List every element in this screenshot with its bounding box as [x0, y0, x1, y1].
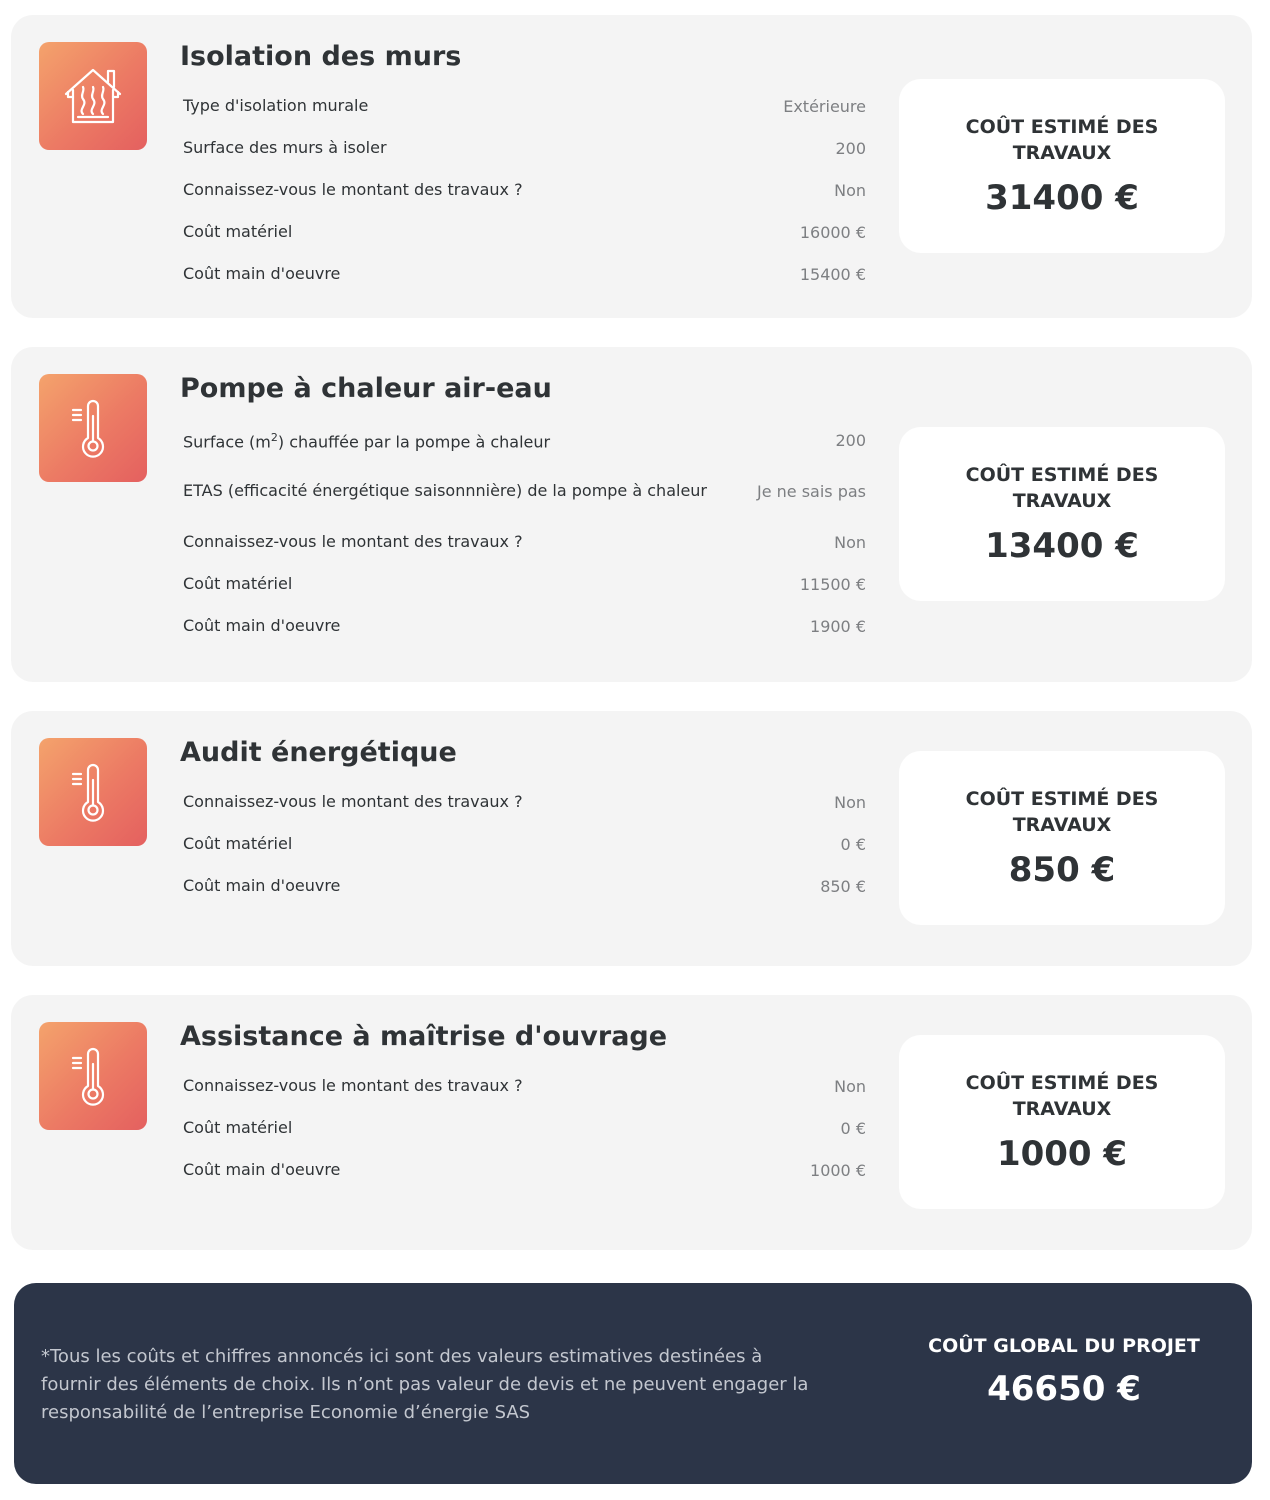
detail-value: 16000 € — [799, 222, 866, 242]
detail-label: Connaissez-vous le montant des travaux ? — [183, 1076, 523, 1095]
estimated-cost-label: COÛT ESTIMÉ DES TRAVAUX — [965, 464, 1159, 512]
detail-label: Coût matériel — [183, 1118, 293, 1137]
detail-label: Coût main d'oeuvre — [183, 1160, 341, 1179]
detail-row — [183, 521, 866, 563]
thermometer-icon — [39, 738, 147, 846]
detail-list — [183, 85, 866, 295]
detail-row — [183, 211, 866, 253]
detail-value: Non — [834, 792, 866, 812]
detail-row — [183, 605, 866, 647]
detail-value: 15400 € — [799, 264, 866, 284]
thermometer-icon — [39, 1022, 147, 1130]
thermometer-icon — [39, 374, 147, 482]
detail-value: 850 € — [820, 876, 866, 896]
section-title: Pompe à chaleur air-eau — [180, 373, 552, 404]
section-card-audit-energetique — [11, 711, 1252, 966]
section-card-pompe-a-chaleur — [11, 347, 1252, 682]
detail-value: 200 — [835, 430, 866, 450]
detail-label: Surface des murs à isoler — [183, 138, 387, 157]
detail-row — [183, 127, 866, 169]
detail-value: Extérieure — [783, 96, 866, 116]
detail-row — [183, 781, 866, 823]
detail-list — [183, 1065, 866, 1191]
detail-row — [183, 85, 866, 127]
detail-list — [183, 419, 866, 647]
detail-row — [183, 1065, 866, 1107]
detail-row — [183, 253, 866, 295]
detail-label: Connaissez-vous le montant des travaux ? — [183, 792, 523, 811]
estimated-cost-value: 31400 € — [985, 178, 1139, 218]
estimated-cost-value: 850 € — [1008, 850, 1116, 890]
detail-row — [183, 865, 866, 907]
estimated-cost-value: 13400 € — [985, 526, 1139, 566]
detail-value: 0 € — [840, 1118, 866, 1138]
detail-label: Coût main d'oeuvre — [183, 876, 341, 895]
disclaimer-text: *Tous les coûts et chiffres annoncés ici sont des valeurs estimatives destinées à fournir des éléments de choix. Ils n’ont pas valeur de devis et ne peuvent engager la responsabilité de l’entreprise Economie d’énergie SAS — [41, 1346, 809, 1423]
estimated-cost-label: COÛT ESTIMÉ DES TRAVAUX — [965, 1072, 1159, 1120]
detail-row — [183, 563, 866, 605]
detail-value: 0 € — [840, 834, 866, 854]
detail-label: Surface $(m^2)$ chauffée par la pompe à chaleur — [183, 430, 551, 452]
detail-row — [183, 461, 866, 521]
global-cost-block — [914, 1335, 1214, 1409]
section-title: Assistance à maîtrise d'ouvrage — [180, 1021, 668, 1052]
detail-value: 200 — [835, 138, 866, 158]
project-total-footer — [14, 1283, 1252, 1484]
detail-label: Coût matériel — [183, 222, 293, 241]
detail-row — [183, 1149, 866, 1191]
detail-value: Non — [834, 532, 866, 552]
detail-label: Coût matériel — [183, 574, 293, 593]
detail-value: Je ne sais pas — [756, 481, 866, 501]
estimated-cost-box — [899, 1035, 1225, 1209]
detail-row — [183, 823, 866, 865]
detail-label: Coût main d'oeuvre — [183, 264, 341, 283]
estimated-cost-label: COÛT ESTIMÉ DES TRAVAUX — [965, 116, 1159, 164]
detail-list — [183, 781, 866, 907]
section-card-assistance-moa — [11, 995, 1252, 1250]
detail-row — [183, 419, 866, 461]
global-cost-label: COÛT GLOBAL DU PROJET — [928, 1335, 1200, 1357]
estimated-cost-box — [899, 751, 1225, 925]
estimated-cost-box — [899, 79, 1225, 253]
detail-value: Non — [834, 180, 866, 200]
detail-value: 11500 € — [799, 574, 866, 594]
detail-label: Type d'isolation murale — [183, 96, 369, 115]
section-title: Isolation des murs — [180, 41, 462, 72]
global-cost-value: 46650 € — [987, 1369, 1141, 1409]
section-card-isolation — [11, 15, 1252, 318]
detail-label: ETAS (efficacité énergétique saisonnnière) de la pompe à chaleur — [183, 481, 707, 500]
house-heat-icon — [39, 42, 147, 150]
detail-label: Coût matériel — [183, 834, 293, 853]
detail-value: Non — [834, 1076, 866, 1096]
detail-label: Coût main d'oeuvre — [183, 616, 341, 635]
estimated-cost-label: COÛT ESTIMÉ DES TRAVAUX — [965, 788, 1159, 836]
detail-row — [183, 169, 866, 211]
estimated-cost-box — [899, 427, 1225, 601]
detail-row — [183, 1107, 866, 1149]
section-title: Audit énergétique — [180, 737, 457, 768]
detail-label: Connaissez-vous le montant des travaux ? — [183, 180, 523, 199]
detail-label: Connaissez-vous le montant des travaux ? — [183, 532, 523, 551]
estimated-cost-value: 1000 € — [996, 1134, 1128, 1174]
detail-value: 1000 € — [810, 1160, 866, 1180]
detail-value: 1900 € — [810, 616, 866, 636]
